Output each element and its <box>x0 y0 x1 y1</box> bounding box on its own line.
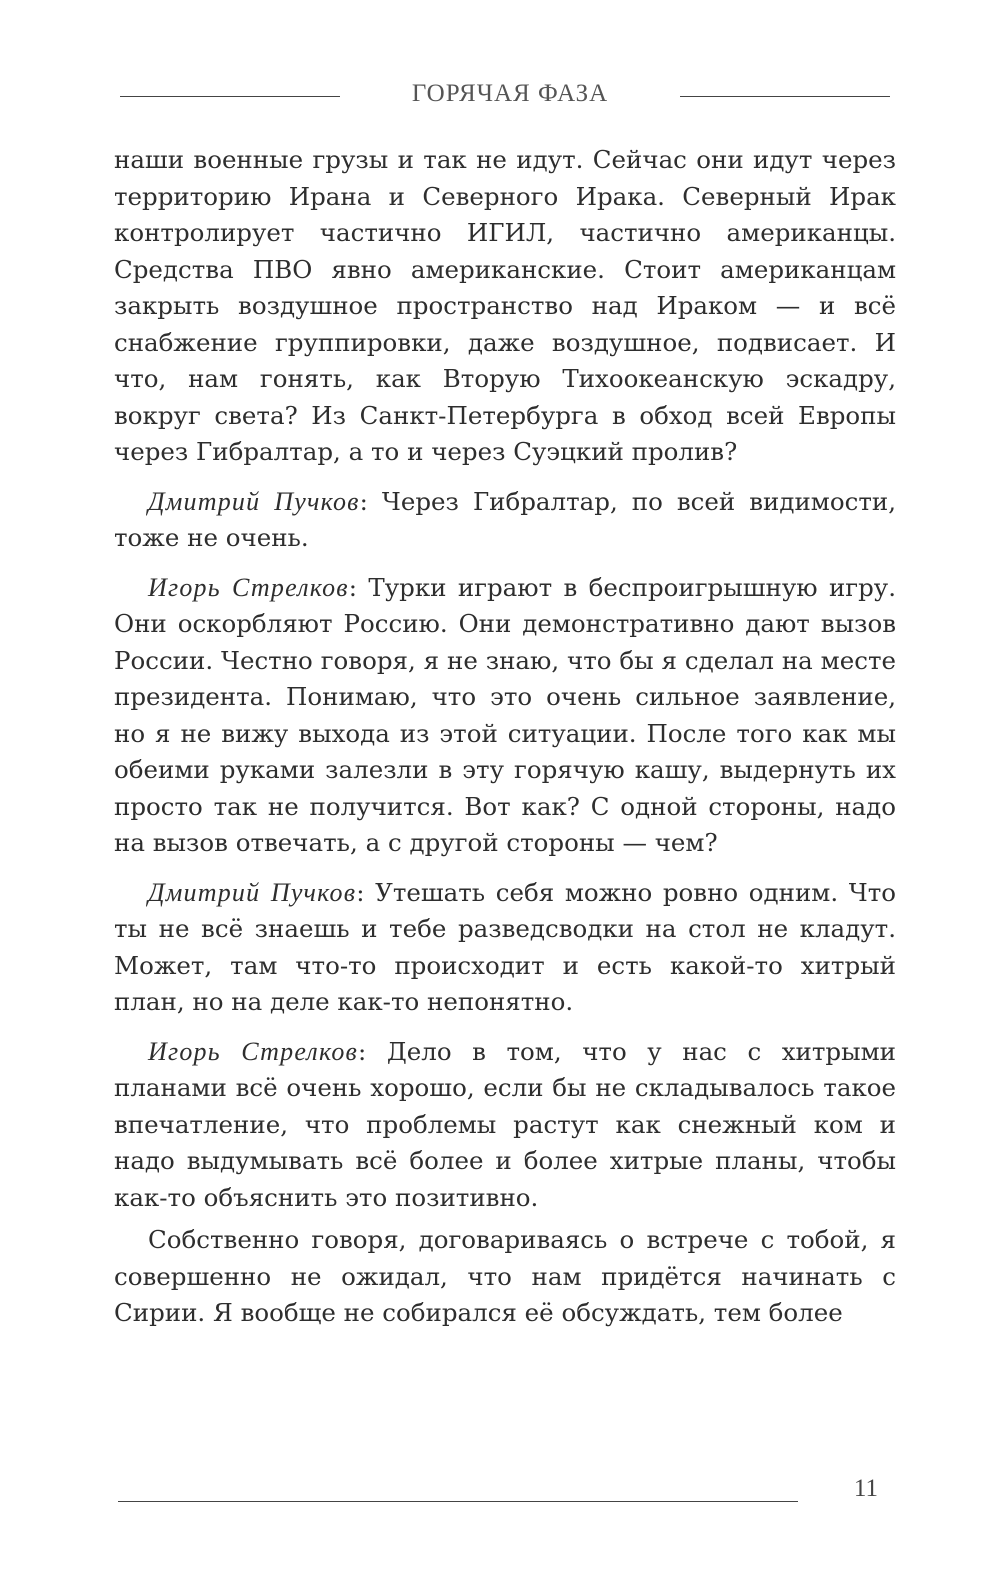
page-footer <box>118 1475 878 1515</box>
footer-rule <box>118 1501 798 1502</box>
dialogue-paragraph <box>114 1034 896 1217</box>
paragraph-text: наши военные грузы и так не идут. Сейчас они идут через территорию Ирана и Северного Ирака. Северный Ирак контролирует частично ИГИЛ, частично американцы. Средства ПВО явно американские. Стоит американцам закрыть воздушное пространство над Ираком — и всё снабжение группировки, даже воздушное, подвисает. И что, нам гонять, как Вторую Тихоокеанскую эскадру, вокруг света? Из Санкт-Петербурга в обход всей Европы через Гибралтар, а то и через Суэцкий пролив? <box>114 145 896 466</box>
speaker-name: Игорь Стрелков <box>148 1036 359 1066</box>
paragraph-text: : Утешать себя можно ровно одним. Что ты не всё знаешь и тебе разведсводки на стол не кладут. Может, там что-то происходит и есть какой-то хитрый план, но на деле как-то непонятно. <box>114 877 896 1016</box>
speaker-name: Дмитрий Пучков <box>148 877 357 907</box>
paragraph-text: Собственно говоря, договариваясь о встрече с тобой, я совершенно не ожидал, что нам придётся начинать с Сирии. Я вообще не собирался её обсуждать, тем более <box>114 1225 896 1327</box>
page-body <box>114 142 896 1332</box>
paragraph-text: : Дело в том, что у нас с хитрыми планами всё очень хорошо, если бы не складывалось такое впечатление, что проблемы растут как снежный ком и надо выдумывать всё более и более хитрые планы, чтобы как-то объяснить это позитивно. <box>114 1036 897 1212</box>
paragraph-text: : Турки играют в беспроигрышную игру. Они оскорбляют Россию. Они демонстративно дают вызов России. Честно говоря, я не знаю, что бы я сделал на месте президента. Понимаю, что это очень сильное заявление, но я не вижу выхода из этой ситуации. После того как мы обеими руками залезли в эту горячую кашу, выдернуть их просто так не получится. Вот как? С одной стороны, надо на вызов отвечать, а с другой стороны — чем? <box>114 572 896 857</box>
running-header <box>120 76 890 116</box>
dialogue-paragraph <box>114 484 896 557</box>
dialogue-paragraph <box>114 875 896 1021</box>
paragraph-text: : Через Гибралтар, по всей видимости, тоже не очень. <box>114 486 896 552</box>
running-title: ГОРЯЧАЯ ФАЗА <box>411 80 609 107</box>
page-number: 11 <box>853 1475 878 1502</box>
speaker-name: Дмитрий Пучков <box>148 486 360 516</box>
speaker-name: Игорь Стрелков <box>148 572 349 602</box>
dialogue-paragraph <box>114 570 896 862</box>
header-rule-right <box>680 96 890 97</box>
header-rule-left <box>120 96 340 97</box>
paragraph-continuation <box>114 142 896 471</box>
paragraph <box>114 1222 896 1332</box>
